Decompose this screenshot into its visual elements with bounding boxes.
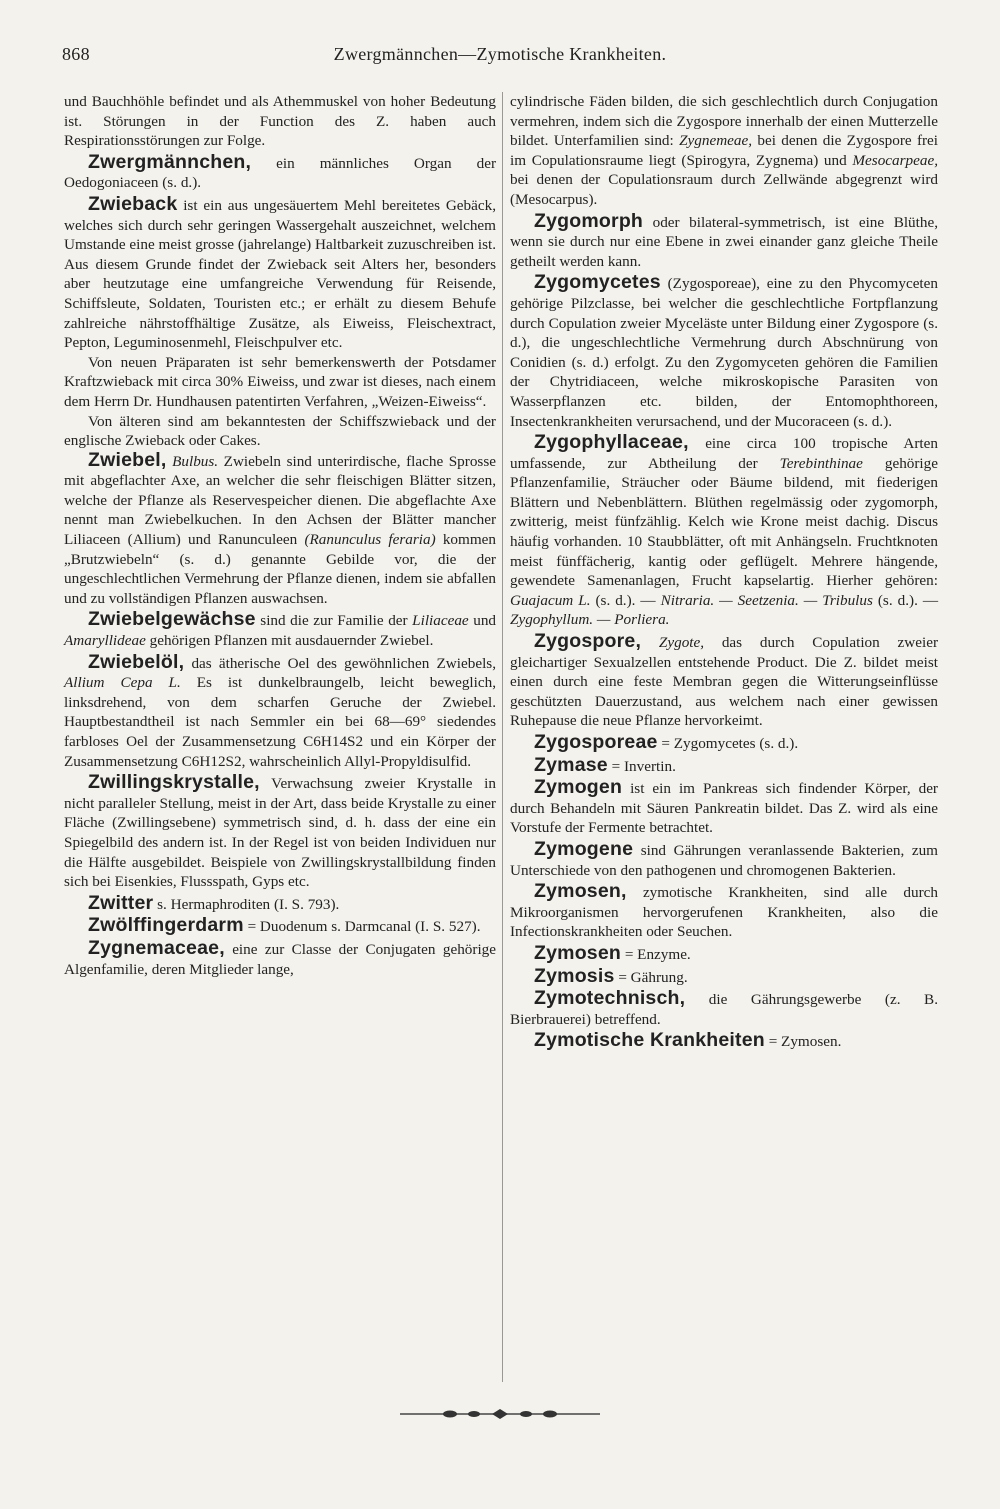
headword: Zymogen	[534, 776, 623, 799]
right-column	[510, 92, 938, 1052]
headword: Zymotechnisch,	[534, 987, 686, 1010]
entry-zymogene: Zymogene sind Gährungen veranlassende Bakterien, zum Unterschiede von den pathogenen und chromogenen Bakterien.	[510, 837, 938, 879]
entry-zymosis: Zymosis = Gährung.	[534, 964, 688, 987]
headword: Zwergmännchen,	[88, 150, 252, 173]
entry-continuation: cylindrische Fäden bilden, die sich geschlechtlich durch Conjugation vermehren, indem sich die Zygospore innerhalb der einen Mutterzelle bildet. Unterfamilien sind: Zygnemeae, bei denen die Zygospore frei im Copulationsraume liegt (Spirogyra, Zygnema) und Mesocarpeae, bei denen der Copulationsraum durch Zellwände abgegrenzt wird (Mesocarpus).	[510, 93, 939, 208]
entry-zwieback-paragraph: Von älteren sind am bekanntesten der Schiffszwieback und der englische Zwieback oder Cakes.	[64, 412, 496, 450]
entry-zwillingskrystalle: Zwillingskrystalle, Verwachsung zweier Krystalle in nicht paralleler Stellung, meist in der Art, dass beide Krystalle zu einer Fläche (Zwillingsebene) symmetrisch sind, d. h. dass der eine ein Spiegelbild des andern ist. In der Regel ist von beiden Individuen nur die Hälfte ausgebildet. Beispiele von Zwillingskrystallbildung finden sich bei Eisenkies, Flussspath, Gyps etc.	[64, 771, 496, 891]
entry-zygosporeae: Zygosporeae = Zygomycetes (s. d.).	[534, 731, 799, 753]
headword: Zymosen,	[534, 880, 627, 903]
end-ornament	[400, 1404, 600, 1424]
entry-zwitter: Zwitter s. Hermaphroditen (I. S. 793).	[88, 891, 340, 914]
entry-zygophyllaceae: Zygophyllaceae, eine circa 100 tropische Arten umfassende, zur Abtheilung der Terebinthinae gehörige Pflanzenfamilie, Sträucher oder Bäume bildend, mit fiederigen Blättern und Nebenblättern. Blüthen regelmässig oder zygomorph, zwitterig, meist fünfzählig. Kelch wie Krone meist dachig. Discus häufig vorhanden. 10 Staubblätter, oft mit Anhängseln. Fruchtknoten meist fünffächerig, kantig oder geflügelt. Mehrere hängende, gewendete Samenanlagen, Frucht kapselartig. Hierher gehören: Guajacum L. (s. d.). — Nitraria. — Seetzenia. — Tribulus (s. d.). — Zygophyllum. — Porliera.	[510, 431, 939, 629]
entry-zygospore: Zygospore, Zygote, das durch Copulation zweier gleichartiger Sexualzellen entstehende Product. Die Z. bildet meist einen durch eine feste Membran gegen die Witterungseinflüsse geschützten Dauerzustand, aus welchem nach einer gewissen Ruhepause die neue Pflanze hervorkeimt.	[510, 630, 939, 730]
headword: Zwiebelgewächse	[88, 608, 256, 631]
entry-zymosen-enzyme: Zymosen = Enzyme.	[534, 941, 691, 964]
headword: Zwiebel,	[88, 448, 167, 471]
entry-zymogen: Zymogen ist ein im Pankreas sich findender Körper, der durch Behandeln mit Säuren Pankreatin bildet. Das Z. wird als eine Vorstufe der Fermente betrachtet.	[510, 776, 938, 837]
entry-zymotische-krankheiten: Zymotische Krankheiten = Zymosen.	[534, 1029, 842, 1052]
page-header	[62, 44, 938, 74]
headword: Zymosen	[534, 941, 622, 964]
headword: Zygnemaceae,	[88, 936, 225, 959]
headword: Zymase	[534, 753, 608, 776]
headword: Zwieback	[88, 192, 178, 215]
entry-zwieback: Zwieback ist ein aus ungesäuertem Mehl bereitetes Gebäck, welches sich durch sehr geringen Wassergehalt auszeichnet, welchem Umstande eine meist grosse (jahrelange) Haltbarkeit zuzuschreiben ist. Aus diesem Grunde findet der Zwieback seit Alters her, besonders aber heutzutage eine umfangreiche Verwendung für Reisende, Schiffsleute, Soldaten, Touristen etc.; er erhält zu diesem Behufe zahlreiche nährstoffhältige Zusätze, als Eiweiss, Fleischextract, Pepton, Leguminosenmehl, Fleischpulver etc.	[64, 192, 496, 352]
left-column	[64, 92, 496, 979]
entry-zygomorph: Zygomorph oder bilateral-symmetrisch, ist eine Blüthe, wenn sie durch nur eine Ebene in zwei einander ganz gleiche Theile getheilt werden kann.	[510, 209, 938, 270]
entry-zwergmaennchen: Zwergmännchen, ein männliches Organ der Oedogoniaceen (s. d.).	[64, 150, 496, 192]
headword: Zwiebelöl,	[88, 650, 185, 673]
page-number: 868	[62, 44, 90, 64]
headword: Zygosporeae	[534, 731, 658, 753]
entry-zygomycetes: Zygomycetes (Zygosporeae), eine zu den Phycomyceten gehörige Pilzclasse, bei welcher die geschlechtliche Fortpflanzung durch Copulation zweier Myceläste unter Bildung einer Zygospore (s. d.), die ungeschlechtliche Vermehrung durch Abschnürung von Conidien (s. d.) erfolgt. Zu den Zygomyceten gehören die Familien der Chytridiaceen, welche mikroskopische Parasiten von Wasserpflanzen etc. bilden, der Entomophthoreen, Insectenkrankheiten verursachend, und der Mucoraceen (s. d.).	[510, 271, 938, 430]
entry-zymosen-krankheiten: Zymosen, zymotische Krankheiten, sind alle durch Mikroorganismen hervorgerufenen Krankheiten, also die Infectionskrankheiten oder Seuchen.	[510, 880, 938, 941]
entry-zwieback-paragraph: Von neuen Präparaten ist sehr bemerkenswerth der Potsdamer Kraftzwieback mit circa 30% Eiweiss, und zwar ist dieses, nach einem dem Herrn Dr. Hundhausen patentirten Verfahren, „Weizen-Eiweiss“.	[64, 353, 496, 410]
headword: Zygophyllaceae,	[534, 431, 689, 454]
entry-zwiebelgewaechse: Zwiebelgewächse sind die zur Familie der Liliaceae und Amaryllideae gehörigen Pflanzen mit ausdauernder Zwiebel.	[64, 608, 497, 650]
headword: Zwölffingerdarm	[88, 914, 244, 937]
entry-zwiebel: Zwiebel, Bulbus. Zwiebeln sind unterirdische, flache Sprosse mit abgeflachter Axe, an welcher die sehr fleischigen Blätter sitzen, welche der Pflanze als Reservespeicher dienen. Die abgeflachte Axe nennt man Zwiebelkuchen. In den Achsen der Blätter mancher Liliaceen (Allium) und Ranunculeen (Ranunculus feraria) kommen „Brutzwiebeln“ (s. d.) genannte Gebilde vor, die der ungeschlechtlichen Vermehrung der Pflanze dienen, indem sie abfallen und zu vollständigen Pflanzen auswachsen.	[64, 448, 496, 607]
headword: Zymotische Krankheiten	[534, 1029, 765, 1052]
headword: Zwitter	[88, 891, 154, 914]
entry-zygnemaceae: Zygnemaceae, eine zur Classe der Conjugaten gehörige Algenfamilie, deren Mitglieder lange,	[64, 936, 496, 978]
entry-zymase: Zymase = Invertin.	[534, 753, 676, 776]
entry-zwiebeloel: Zwiebelöl, das ätherische Oel des gewöhnlichen Zwiebels, Allium Cepa L. Es ist dunkelbraungelb, leicht beweglich, linksdrehend, von dem scharfen Geruche der Zwiebel. Hauptbestandtheil ist nach Semmler ein bei 68—69° siedendes farbloses Oel der Zusammensetzung C6H14S2 und ein Körper der Zusammensetzung C6H12S2, wahrscheinlich Allyl-Propyldisulfid.	[64, 650, 496, 770]
column-divider	[502, 92, 503, 1382]
running-title: Zwergmännchen—Zymotische Krankheiten.	[333, 44, 667, 64]
headword: Zygospore,	[534, 630, 642, 653]
entry-continuation: und Bauchhöhle befindet und als Athemmuskel von hoher Bedeutung ist. Störungen in der Function des Z. haben auch Respirationsstörungen zur Folge.	[64, 93, 496, 150]
headword: Zwillingskrystalle,	[88, 771, 260, 794]
headword: Zymogene	[534, 837, 634, 860]
entry-zwoelffingerdarm: Zwölffingerdarm = Duodenum s. Darmcanal (I. S. 527).	[88, 914, 481, 937]
headword: Zygomorph	[534, 209, 644, 232]
entry-zymotechnisch: Zymotechnisch, die Gährungsgewerbe (z. B. Bierbrauerei) betreffend.	[510, 987, 938, 1028]
headword: Zymosis	[534, 964, 615, 987]
headword: Zygomycetes	[534, 271, 661, 294]
